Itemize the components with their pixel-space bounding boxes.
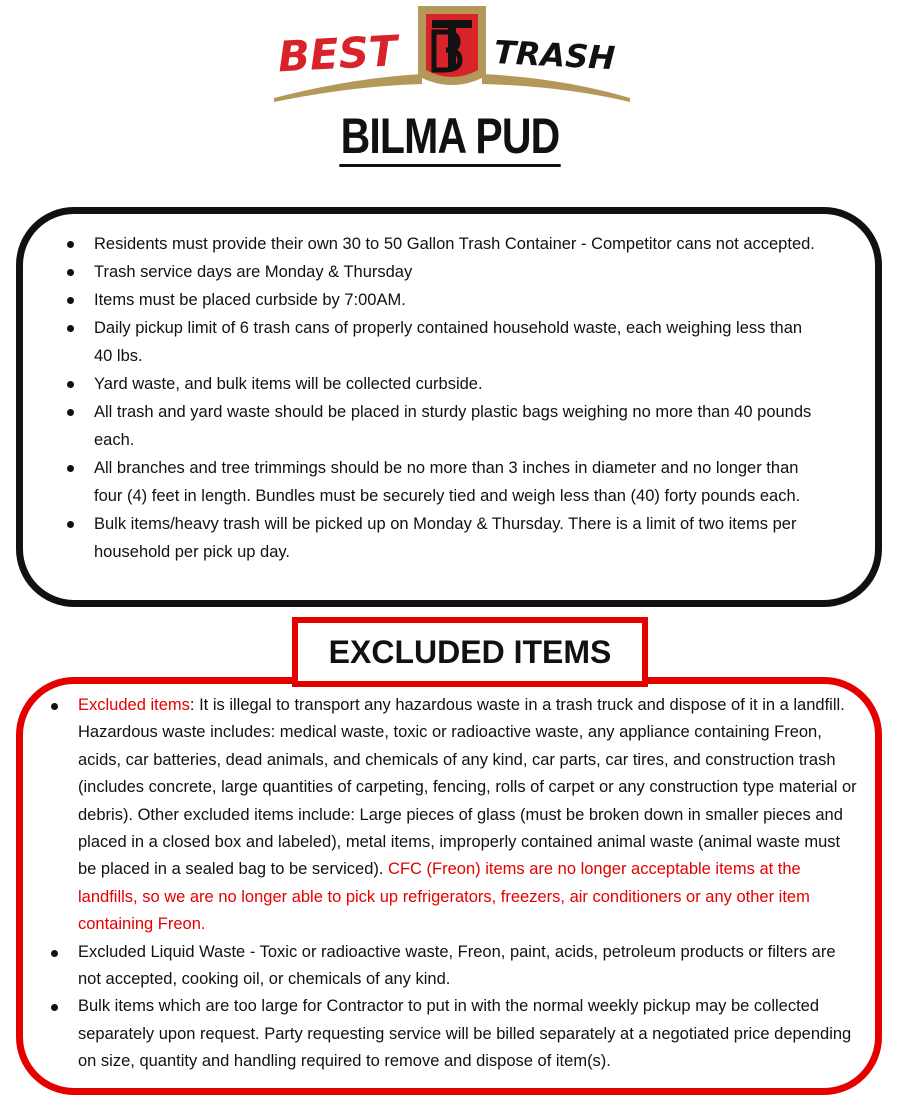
list-item: Bulk items/heavy trash will be picked up on Monday & Thursday. There is a limit of two items per household per pick up day. <box>64 510 824 566</box>
list-item: Items must be placed curbside by 7:00AM. <box>64 286 824 314</box>
excluded-items-list <box>48 692 858 1076</box>
excluded-items-colon: : <box>189 696 195 714</box>
list-item: Residents must provide their own 30 to 50 Gallon Trash Container - Competitor cans not accepted. <box>64 230 824 258</box>
list-item: Trash service days are Monday & Thursday <box>64 258 824 286</box>
excluded-items-label: Excluded items <box>78 696 190 714</box>
excluded-items-header-text: EXCLUDED ITEMS <box>328 633 612 670</box>
list-item: Bulk items which are too large for Contractor to put in with the normal weekly pickup may be collected separately upon request. Party requesting service will be billed separately at a negotiated price depending on size, quantity and handling required to remove and dispose of item(s). <box>48 993 858 1075</box>
list-item: Excluded Liquid Waste - Toxic or radioactive waste, Freon, paint, acids, petroleum products or filters are not accepted, cooking oil, or chemicals of any kind. <box>48 939 858 994</box>
service-rules-list <box>64 230 824 566</box>
list-item: Yard waste, and bulk items will be collected curbside. <box>64 370 824 398</box>
page-title-text: BILMA PUD <box>339 108 561 167</box>
list-item: All branches and tree trimmings should be no more than 3 inches in diameter and no longer than four (4) feet in length. Bundles must be securely tied and weigh less than (40) forty pounds each. <box>64 454 824 510</box>
excluded-items-body: It is illegal to transport any hazardous waste in a trash truck and dispose of it in a landfill. Hazardous waste includes: medical waste, toxic or radioactive waste, any appliance containing Freon, acids, car batteries, dead animals, and chemicals of any kind, car parts, car tires, and construction trash (includes concrete, large quantities of carpeting, fencing, rolls of carpet or any construction type material or debris). Other excluded items include: Large pieces of glass (must be broken down in smaller pieces and placed in a closed box and labeled), metal items, improperly contained animal waste (animal waste must be placed in a sealed bag to be serviced). <box>78 696 857 879</box>
excluded-items-header <box>292 617 648 687</box>
list-item: Daily pickup limit of 6 trash cans of properly contained household waste, each weighing less than 40 lbs. <box>64 314 824 370</box>
logo-trash-text: TRASH <box>493 32 617 78</box>
page-title <box>81 108 819 164</box>
freon-warning: CFC (Freon) items are no longer acceptable items at the landfills, so we are no longer able to pick up refrigerators, freezers, air conditioners or any other item containing Freon. <box>78 860 810 934</box>
list-item <box>48 692 858 939</box>
logo-best-text: BEST <box>276 26 399 82</box>
best-trash-logo <box>272 6 632 102</box>
list-item: All trash and yard waste should be placed in sturdy plastic bags weighing no more than 40 pounds each. <box>64 398 824 454</box>
